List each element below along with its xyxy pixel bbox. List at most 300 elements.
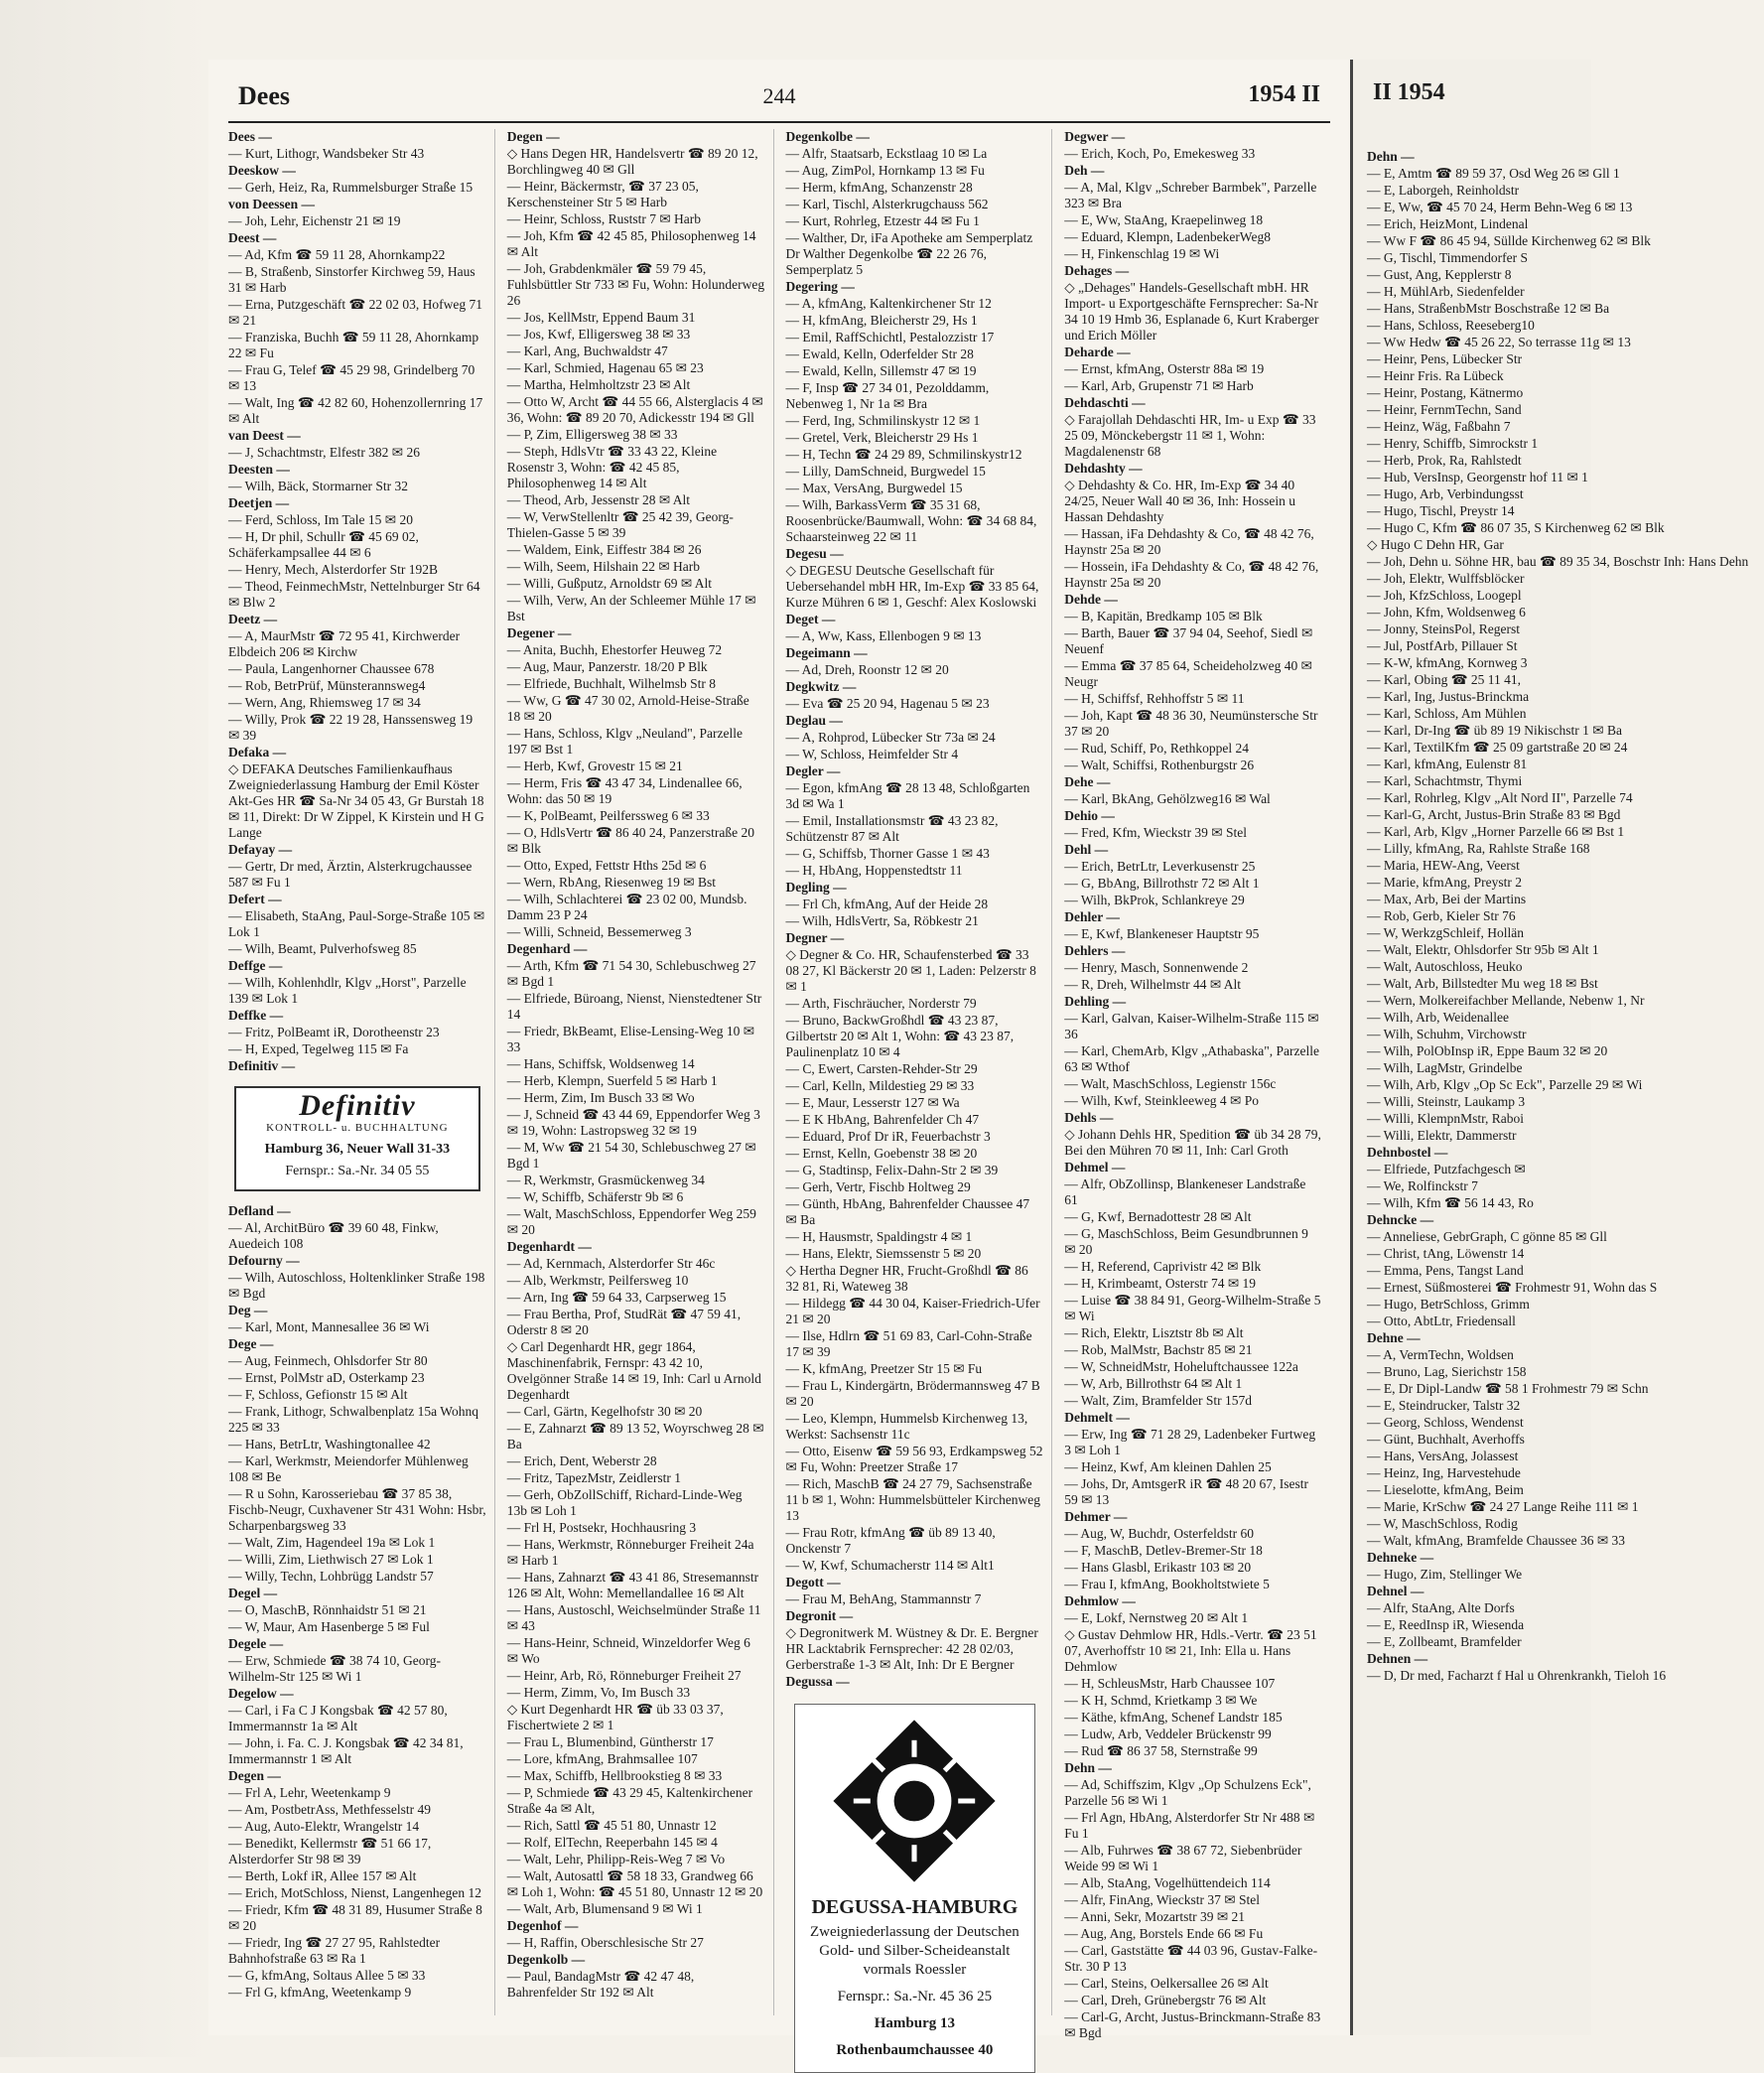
directory-entry: — Leo, Klempn, Hummelsb Kirchenweg 13, Werkst: Sachsenstr 11c — [785, 1411, 1028, 1442]
directory-entry: Defert — — [228, 892, 282, 906]
directory-entry: — Elisabeth, StaAng, Paul-Sorge-Straße 105 ✉ Lok 1 — [228, 908, 485, 939]
directory-entry: — Hub, VersInsp, Georgenstr hof 11 ✉ 1 — [1367, 470, 1588, 484]
directory-entry: Degenhard — — [506, 941, 588, 956]
directory-entry: — Hassan, iFa Dehdashty & Co, ☎ 48 42 76, Haynstr 25a ✉ 20 — [1064, 526, 1314, 557]
column-4 — [1064, 129, 1330, 2040]
directory-entry: — Emil, RaffSchichtl, Pestalozzistr 17 — [785, 330, 995, 345]
directory-entry: — Rob, BetrPrüf, Münsterannsweg4 — [228, 678, 426, 693]
directory-entry: — Kurt, Rohrleg, Etzestr 44 ✉ Fu 1 — [785, 213, 980, 228]
directory-entry: — Elfriede, Buchhalt, Wilhelmsb Str 8 — [506, 676, 717, 691]
directory-entry: — O, HdlsVertr ☎ 86 40 24, Panzerstraße 20 ✉ Blk — [506, 825, 755, 856]
directory-entry: — H, Techn ☎ 24 29 89, Schmilinskystr12 — [785, 447, 1022, 462]
directory-entry: — Wilh, LagMstr, Grindelbe — [1367, 1060, 1523, 1075]
directory-entry: — Hugo, Arb, Verbindungsst — [1367, 486, 1524, 501]
directory-entry: — G, BbAng, Billrothstr 72 ✉ Alt 1 — [1064, 876, 1260, 891]
directory-entry: — E K HbAng, Bahrenfelder Ch 47 — [785, 1112, 980, 1127]
directory-entry: — Aug, Feinmech, Ohlsdorfer Str 80 — [228, 1353, 428, 1368]
directory-entry: — Hans, Schloss, Reeseberg10 — [1367, 318, 1535, 333]
directory-entry: — E, ReedInsp iR, Wiesenda — [1367, 1617, 1525, 1632]
directory-entry: von Deessen — — [228, 197, 315, 211]
directory-entry: Degkwitz — — [785, 679, 857, 694]
directory-entry: — E, Lokf, Nernstweg 20 ✉ Alt 1 — [1064, 1610, 1249, 1625]
directory-entry: — H, Dr phil, Schullr ☎ 45 69 02, Schäferkampsallee 44 ✉ 6 — [228, 529, 419, 560]
directory-entry: — Hossein, iFa Dehdashty & Co, ☎ 48 42 76, Haynstr 25a ✉ 20 — [1064, 559, 1319, 590]
directory-entry: — H, Schiffsf, Rehhoffstr 5 ✉ 11 — [1064, 691, 1245, 706]
directory-entry: — Frau G, Telef ☎ 45 29 98, Grindelberg 70 ✉ 13 — [228, 362, 475, 393]
directory-entry: Degwer — — [1064, 129, 1126, 144]
directory-entry: — R, Dreh, Wilhelmstr 44 ✉ Alt — [1064, 977, 1242, 992]
directory-entry: — Heinz, Wäg, Faßbahn 7 — [1367, 419, 1511, 434]
directory-entry: — Karl, ChemArb, Klgv „Athabaska", Parzelle 63 ✉ Wthof — [1064, 1043, 1319, 1074]
directory-entry: — Ww F ☎ 86 45 94, Süllde Kirchenweg 62 ✉ Blk — [1367, 233, 1651, 248]
directory-entry: — Heinz, Kwf, Am kleinen Dahlen 25 — [1064, 1459, 1272, 1474]
directory-entry: — Ernst, Kelln, Goebenstr 38 ✉ 20 — [785, 1146, 978, 1161]
directory-entry: — Wilh, Beamt, Pulverhofsweg 85 — [228, 941, 417, 956]
directory-entry: — Wern, Molkereifachber Mellande, Nebenw 1, Nr — [1367, 993, 1645, 1008]
directory-entry: — Günth, HbAng, Bahrenfelder Chaussee 47 ✉ Ba — [785, 1196, 1030, 1227]
directory-entry: — Alfr, ObZollinsp, Blankeneser Landstraße 61 — [1064, 1176, 1306, 1207]
directory-entry: — Rud, Schiff, Po, Rethkoppel 24 — [1064, 741, 1250, 756]
directory-entry: — Willi, KlempnMstr, Raboi — [1367, 1111, 1525, 1126]
directory-entry: — Karl, Schmied, Hagenau 65 ✉ 23 — [506, 360, 704, 375]
directory-entry: — Anni, Sekr, Mozartstr 39 ✉ 21 — [1064, 1909, 1246, 1924]
directory-entry: — Karl, Tischl, Alsterkrugchauss 562 — [785, 197, 989, 211]
directory-entry: Degussa — — [785, 1674, 850, 1689]
directory-entry: — H, Hausmstr, Spaldingstr 4 ✉ 1 — [785, 1229, 973, 1244]
directory-entry: — K, kfmAng, Preetzer Str 15 ✉ Fu — [785, 1361, 983, 1376]
directory-entry: — Carl, i Fa C J Kongsbak ☎ 42 57 80, Immermannstr 1a ✉ Alt — [228, 1703, 448, 1733]
definitiv-subtitle: KONTROLL- u. BUCHHALTUNG — [266, 1122, 449, 1134]
directory-entry: — Karl, kfmAng, Eulenstr 81 — [1367, 757, 1528, 771]
directory-entry: — Benedikt, Kellermstr ☎ 51 66 17, Alsterdorfer Str 98 ✉ 39 — [228, 1836, 432, 1866]
directory-entry: — E, Zollbeamt, Bramfelder — [1367, 1634, 1522, 1649]
directory-entry: — Hans-Heinr, Schneid, Winzeldorfer Weg 6 ✉ Wo — [506, 1635, 750, 1666]
directory-entry: Dees — — [228, 129, 272, 144]
directory-entry: — Gerh, Vertr, Fischb Holtweg 29 — [785, 1179, 971, 1194]
directory-entry: — D, Dr med, Facharzt f Hal u Ohrenkrankh, Tieloh 16 — [1367, 1668, 1667, 1683]
directory-entry: — H, SchleusMstr, Harb Chaussee 107 — [1064, 1676, 1276, 1691]
directory-entry: — K, PolBeamt, Peilferssweg 6 ✉ 33 — [506, 808, 710, 823]
directory-entry: — B, Kapitän, Bredkamp 105 ✉ Blk — [1064, 609, 1263, 623]
header-year: 1954 II — [1248, 81, 1320, 107]
directory-entry: — H, Raffin, Oberschlesische Str 27 — [506, 1935, 704, 1950]
directory-entry: — Kurt, Lithogr, Wandsbeker Str 43 — [228, 146, 425, 161]
directory-entry: Degering — — [785, 279, 855, 294]
facing-page — [1350, 60, 1749, 2035]
directory-entry: — John, Kfm, Woldsenweg 6 — [1367, 605, 1526, 620]
directory-entry: — Walt, Arb, Billstedter Mu weg 18 ✉ Bst — [1367, 976, 1598, 991]
directory-entry: — Frau Rotr, kfmAng ☎ üb 89 13 40, Onckenstr 7 — [785, 1525, 996, 1556]
directory-entry: — Ernst, PolMstr aD, Osterkamp 23 — [228, 1370, 425, 1385]
directory-entry: — E, Steindrucker, Talstr 32 — [1367, 1398, 1521, 1413]
directory-entry: — Jonny, SteinsPol, Regerst — [1367, 622, 1521, 636]
directory-entry: — Fred, Kfm, Wieckstr 39 ✉ Stel — [1064, 825, 1247, 840]
directory-entry: — Willi, Gußputz, Arnoldstr 69 ✉ Alt — [506, 576, 713, 591]
directory-entry: — Hans, Austoschl, Weichselmünder Straße 11 ✉ 43 — [506, 1602, 761, 1633]
directory-entry: — Erich, Koch, Po, Emekesweg 33 — [1064, 146, 1256, 161]
directory-entry: — W, WerkzgSchleif, Hollän — [1367, 925, 1525, 940]
directory-entry: — Joh, Grabdenkmäler ☎ 59 79 45, Fuhlsbüttler Str 733 ✉ Fu, Wohn: Holunderweg 26 — [506, 261, 765, 308]
directory-entry: — E, Kwf, Blankeneser Hauptstr 95 — [1064, 926, 1260, 941]
directory-entry: Dehncke — — [1367, 1212, 1434, 1227]
directory-entry: — C, Ewert, Carsten-Rehder-Str 29 — [785, 1061, 978, 1076]
directory-entry: Deget — — [785, 612, 836, 626]
directory-entry: — E, Amtm ☎ 89 59 37, Osd Weg 26 ✉ Gll 1 — [1367, 166, 1620, 181]
directory-entry: — Karl, Ing, Justus-Brinckma — [1367, 689, 1530, 704]
directory-entry: — Wern, RbAng, Riesenweg 19 ✉ Bst — [506, 875, 716, 890]
directory-entry: — Carl, Steins, Oelkersallee 26 ✉ Alt — [1064, 1976, 1269, 1991]
directory-entry: — Berth, Lokf iR, Allee 157 ✉ Alt — [228, 1868, 417, 1883]
directory-entry: — Walt, Zim, Hagendeel 19a ✉ Lok 1 — [228, 1535, 436, 1550]
directory-entry: — Wilh, Arb, Weidenallee — [1367, 1010, 1509, 1025]
directory-entry: — Jul, PostfArb, Pillauer St — [1367, 638, 1518, 653]
directory-entry: — Willi, Elektr, Dammerstr — [1367, 1128, 1517, 1143]
directory-entry: — Frau I, kfmAng, Bookholtstwiete 5 — [1064, 1577, 1270, 1591]
definitiv-phone: Fernspr.: Sa.-Nr. 34 05 55 — [285, 1164, 430, 1178]
header-left-keyword: Dees — [238, 81, 290, 110]
directory-entry: — Frl Ch, kfmAng, Auf der Heide 28 — [785, 897, 989, 911]
directory-entry: — Walt, MaschSchloss, Legienstr 156c — [1064, 1076, 1277, 1091]
directory-entry: — Gerh, ObZollSchiff, Richard-Linde-Weg 13b ✉ Loh 1 — [506, 1487, 743, 1518]
directory-entry: — Rob, Gerb, Kieler Str 76 — [1367, 908, 1516, 923]
directory-entry: — A, kfmAng, Kaltenkirchener Str 12 — [785, 296, 992, 311]
directory-entry: — Carl-G, Archt, Justus-Brinckmann-Straße 83 ✉ Bgd — [1064, 2009, 1321, 2040]
directory-entry: — Willi, Zim, Liethwisch 27 ✉ Lok 1 — [228, 1552, 434, 1567]
directory-entry: Dehdashty — — [1064, 461, 1143, 476]
directory-entry: — Frau M, BehAng, Stammannstr 7 — [785, 1591, 982, 1606]
directory-entry: Dehmlow — — [1064, 1593, 1136, 1608]
directory-entry: — Wilh, Schuhm, Virchowstr — [1367, 1027, 1527, 1041]
directory-entry: Deffge — — [228, 958, 283, 973]
directory-entry: Dehe — — [1064, 774, 1111, 789]
directory-entry: — Wilh, Bäck, Stormarner Str 32 — [228, 479, 409, 493]
directory-entry: — Ad, Dreh, Roonstr 12 ✉ 20 — [785, 662, 949, 677]
directory-entry: — Rich, Elektr, Lisztstr 8b ✉ Alt — [1064, 1325, 1244, 1340]
directory-entry: — Fritz, PolBeamt iR, Dorotheenstr 23 — [228, 1025, 440, 1039]
directory-entry: — Ernst, kfmAng, Osterstr 88a ✉ 19 — [1064, 361, 1265, 376]
directory-entry: — G, MaschSchloss, Beim Gesundbrunnen 9 ✉ 20 — [1064, 1226, 1308, 1257]
directory-entry: — E, Dr Dipl-Landw ☎ 58 1 Frohmestr 79 ✉ Schn — [1367, 1381, 1649, 1396]
directory-entry: — Rich, Sattl ☎ 45 51 80, Unnastr 12 — [506, 1818, 717, 1833]
directory-entry: — A, VermTechn, Woldsen — [1367, 1347, 1514, 1362]
directory-entry: — Erw, Schmiede ☎ 38 74 10, Georg-Wilhelm-Str 125 ✉ Wi 1 — [228, 1653, 442, 1684]
definitiv-ad — [234, 1086, 480, 1191]
directory-entry: — Franziska, Buchh ☎ 59 11 28, Ahornkamp 22 ✉ Fu — [228, 330, 479, 360]
directory-entry: — G, kfmAng, Soltaus Allee 5 ✉ 33 — [228, 1968, 426, 1983]
directory-entry: Degenkolbe — — [785, 129, 870, 144]
directory-entry: — Herm, Zimm, Vo, Im Busch 33 — [506, 1685, 691, 1700]
directory-entry: Deetz — — [228, 612, 278, 626]
directory-entry: — Gretel, Verk, Bleicherstr 29 Hs 1 — [785, 430, 979, 445]
directory-entry: — W, MaschSchloss, Rodig — [1367, 1516, 1518, 1531]
directory-entry: — Aug, ZimPol, Hornkamp 13 ✉ Fu — [785, 163, 985, 178]
directory-entry: Defayay — — [228, 842, 293, 857]
directory-entry: — Fritz, TapezMstr, Zeidlerstr 1 — [506, 1470, 681, 1485]
directory-entry: — Max, Schiffb, Hellbrookstieg 8 ✉ 33 — [506, 1768, 723, 1783]
facing-page-entries — [1367, 149, 1764, 1685]
directory-entry: — Gust, Ang, Kepplerstr 8 — [1367, 267, 1512, 282]
directory-entry: — E, Ww, StaAng, Kraepelinweg 18 — [1064, 212, 1264, 227]
directory-entry: — Karl-G, Archt, Justus-Brin Straße 83 ✉ Bgd — [1367, 807, 1621, 822]
directory-entry: — Aug, Maur, Panzerstr. 18/20 P Blk — [506, 659, 708, 674]
directory-entry: — A, MaurMstr ☎ 72 95 41, Kirchwerder Elbdeich 206 ✉ Kirchw — [228, 628, 461, 659]
directory-entry: Defaka — — [228, 745, 287, 760]
directory-entry: — G, Kwf, Bernadottestr 28 ✉ Alt — [1064, 1209, 1252, 1224]
directory-entry: Degronit — — [785, 1608, 854, 1623]
directory-entry: — Frank, Lithogr, Schwalbenplatz 15a Wohnq 225 ✉ 33 — [228, 1404, 478, 1435]
directory-entry: — Hugo C, Kfm ☎ 86 07 35, S Kirchenweg 62 ✉ Blk — [1367, 520, 1665, 535]
directory-entry: — Ilse, Hdlrn ☎ 51 69 83, Carl-Cohn-Straße 17 ✉ 39 — [785, 1328, 1032, 1359]
directory-entry: Degenhardt — — [506, 1239, 592, 1254]
directory-entry: — Alb, Fuhrwes ☎ 38 67 72, Siebenbrüder Weide 99 ✉ Wi 1 — [1064, 1843, 1302, 1873]
directory-entry: Degener — — [506, 625, 572, 640]
column-3-entries — [786, 129, 1044, 1690]
directory-entry: — Wilh, Kfm ☎ 56 14 43, Ro — [1367, 1195, 1534, 1210]
directory-entry: — Karl, Schachtmstr, Thymi — [1367, 773, 1523, 788]
directory-entry: — Emil, Installationsmstr ☎ 43 23 82, Schützenstr 87 ✉ Alt — [785, 813, 999, 844]
directory-entry: — Ferd, Ing, Schmilinskystr 12 ✉ 1 — [785, 413, 981, 428]
directory-entry: Degeimann — — [785, 645, 868, 660]
directory-entry: — Bruno, BackwGroßhdl ☎ 43 23 87, Gilbertstr 20 ✉ Alt 1, Wohn: ☎ 43 23 87, Paulinenplatz 10 ✉ 4 — [785, 1013, 1015, 1059]
directory-entry: — Wilh, Kwf, Steinkleeweg 4 ✉ Po — [1064, 1093, 1259, 1108]
directory-entry: ◇ Kurt Degenhardt HR ☎ üb 33 03 37, Fischertwiete 2 ✉ 1 — [506, 1702, 724, 1732]
directory-entry: — W, SchneidMstr, Hoheluftchaussee 122a — [1064, 1359, 1298, 1374]
directory-entry: — Arn, Ing ☎ 59 64 33, Carpserweg 15 — [506, 1290, 727, 1305]
directory-entry: Dehn — — [1064, 1760, 1112, 1775]
directory-entry: — Hans, Schloss, Klgv „Neuland", Parzelle 197 ✉ Bst 1 — [506, 726, 743, 757]
directory-entry: — Hans, VersAng, Jolassest — [1367, 1449, 1519, 1463]
degussa-logo-icon — [830, 1717, 999, 1885]
directory-entry: Dehling — — [1064, 994, 1127, 1009]
directory-entry: — J, Schachtmstr, Elfestr 382 ✉ 26 — [228, 445, 420, 460]
directory-entry: — A, Rohprod, Lübecker Str 73a ✉ 24 — [785, 730, 996, 745]
directory-entry: — Wilh, BarkassVerm ☎ 35 31 68, Roosenbrücke/Baumwall, Wohn: ☎ 34 68 84, Schaarsteinweg 22 ✉ 11 — [785, 497, 1037, 544]
directory-entry: — Wilh, Kohlenhdlr, Klgv „Horst", Parzelle 139 ✉ Lok 1 — [228, 975, 467, 1006]
directory-entry: — Paula, Langenhorner Chaussee 678 — [228, 661, 435, 676]
directory-entry: — W, Arb, Billrothstr 64 ✉ Alt 1 — [1064, 1376, 1243, 1391]
directory-entry: — Alfr, Staatsarb, Eckstlaag 10 ✉ La — [785, 146, 988, 161]
degussa-ad — [794, 1704, 1036, 2073]
directory-entry: ◇ Dehdashty & Co. HR, Im-Exp ☎ 34 40 24/25, Neuer Wall 40 ✉ 36, Inh: Hossein u Hassan Dehdashty — [1064, 478, 1295, 524]
directory-entry: — W, Schiffb, Schäferstr 9b ✉ 6 — [506, 1189, 684, 1204]
directory-entry: — Arth, Kfm ☎ 71 54 30, Schlebuschweg 27 ✉ Bgd 1 — [506, 958, 756, 989]
directory-entry: — Eduard, Klempn, LadenbekerWeg8 — [1064, 229, 1271, 244]
directory-entry: — Herb, Prok, Ra, Rahlstedt — [1367, 453, 1522, 468]
directory-entry: — Frl Agn, HbAng, Alsterdorfer Str Nr 488 ✉ Fu 1 — [1064, 1810, 1315, 1841]
directory-entry: — Max, VersAng, Burgwedel 15 — [785, 481, 963, 495]
column-4-entries — [1064, 129, 1322, 2041]
directory-entry: — Wern, Ang, Rhiemsweg 17 ✉ 34 — [228, 695, 421, 710]
directory-entry: — Karl, Galvan, Kaiser-Wilhelm-Straße 115 ✉ 36 — [1064, 1011, 1319, 1041]
directory-entry: — Willy, Techn, Lohbrügg Landstr 57 — [228, 1569, 434, 1584]
directory-entry: — Hans, Zahnarzt ☎ 43 41 86, Stresemannstr 126 ✉ Alt, Wohn: Memellandallee 16 ✉ Alt — [506, 1570, 759, 1600]
directory-entry: — E, Maur, Lesserstr 127 ✉ Wa — [785, 1095, 960, 1110]
directory-entry: — Walt, Zim, Bramfelder Str 157d — [1064, 1393, 1253, 1408]
directory-entry: — Hans, Werkmstr, Rönneburger Freiheit 24a ✉ Harb 1 — [506, 1537, 754, 1568]
directory-entry: — Hugo, Zim, Stellinger We — [1367, 1567, 1523, 1582]
directory-entry: — Herb, Kwf, Grovestr 15 ✉ 21 — [506, 759, 683, 773]
directory-entry: — Karl, Dr-Ing ☎ üb 89 19 Nikischstr 1 ✉ Ba — [1367, 723, 1622, 738]
directory-entry: — H, Referend, Caprivistr 42 ✉ Blk — [1064, 1259, 1262, 1274]
directory-entry: Degele — — [228, 1636, 284, 1651]
directory-entry: — Carl, Gärtn, Kegelhofstr 30 ✉ 20 — [506, 1404, 703, 1419]
directory-entry: — Bruno, Lag, Sierichstr 158 — [1367, 1364, 1527, 1379]
directory-entry: — Wilh, Seem, Hilshain 22 ✉ Harb — [506, 559, 700, 574]
columns — [228, 129, 1330, 2058]
directory-entry: — W, Kwf, Schumacherstr 114 ✉ Alt1 — [785, 1558, 995, 1573]
directory-entry: Dehlers — — [1064, 943, 1126, 958]
directory-entry: — Rolf, ElTechn, Reeperbahn 145 ✉ 4 — [506, 1835, 718, 1850]
definitiv-address: Hamburg 36, Neuer Wall 31-33 — [264, 1142, 451, 1157]
directory-entry: — Eva ☎ 25 20 94, Hagenau 5 ✉ 23 — [785, 696, 990, 711]
page-number: 244 — [762, 83, 796, 108]
directory-entry: — Eduard, Prof Dr iR, Feuerbachstr 3 — [785, 1129, 991, 1144]
page-header — [228, 71, 1330, 123]
directory-entry: — Maria, HEW-Ang, Veerst — [1367, 858, 1520, 873]
directory-entry: — K-W, kfmAng, Kornweg 3 — [1367, 655, 1528, 670]
directory-entry: — Rud ☎ 86 37 58, Sternstraße 99 — [1064, 1743, 1258, 1758]
directory-entry: — Anneliese, GebrGraph, C gönne 85 ✉ Gll — [1367, 1229, 1607, 1244]
directory-entry: — Walt, Schiffsi, Rothenburgstr 26 — [1064, 758, 1255, 772]
degussa-phone: Fernspr.: Sa.-Nr. 45 36 25 — [837, 1989, 993, 2004]
directory-entry: — Johs, Dr, AmtsgerR iR ☎ 48 20 67, Isestr 59 ✉ 13 — [1064, 1476, 1309, 1507]
directory-entry: — Heinr, Arb, Rö, Rönneburger Freiheit 27 — [506, 1668, 742, 1683]
directory-entry: Degenhof — — [506, 1918, 579, 1933]
directory-entry: Degenkolb — — [506, 1952, 586, 1967]
directory-entry: — Frl H, Postsekr, Hochhausring 3 — [506, 1520, 697, 1535]
directory-entry: Dehnen — — [1367, 1651, 1428, 1666]
directory-entry: — Luise ☎ 38 84 91, Georg-Wilhelm-Straße 5 ✉ Wi — [1064, 1293, 1321, 1323]
directory-entry: Deharde — — [1064, 345, 1131, 359]
directory-entry: — Frl G, kfmAng, Weetenkamp 9 — [228, 1985, 412, 2000]
degussa-title: DEGUSSA-HAMBURG — [811, 1896, 1018, 1918]
directory-entry: — H, HbAng, Hoppenstedtstr 11 — [785, 863, 963, 878]
directory-entry: ◇ Hans Degen HR, Handelsvertr ☎ 89 20 12, Borchlingweg 40 ✉ Gll — [506, 146, 758, 177]
degussa-text: Zweigniederlassung der Deutschen Gold- und Silber-Scheideanstalt vormals Roessler — [809, 1924, 1019, 1978]
directory-entry: — Ad, Kfm ☎ 59 11 28, Ahornkamp22 — [228, 247, 446, 262]
directory-entry: — Karl, Mont, Mannesallee 36 ✉ Wi — [228, 1319, 430, 1334]
directory-entry: — Gerh, Heiz, Ra, Rummelsburger Straße 15 — [228, 180, 474, 195]
directory-entry: Deetjen — — [228, 495, 290, 510]
directory-entry: Dege — — [228, 1336, 274, 1351]
facing-page-header: II 1954 — [1373, 79, 1445, 105]
directory-entry: — Erich, HeizMont, Lindenal — [1367, 216, 1529, 231]
directory-entry: — Erna, Putzgeschäft ☎ 22 02 03, Hofweg 71 ✉ 21 — [228, 297, 483, 328]
directory-entry: ◇ Degronitwerk M. Wüstney & Dr. E. Bergner HR Lacktabrik Fernsprecher: 42 28 02/03, Gerberstraße 1-3 ✉ Alt, Inh: Dr E Bergner — [785, 1625, 1038, 1672]
directory-entry: — Alfr, StaAng, Alte Dorfs — [1367, 1600, 1515, 1615]
directory-entry: — Emma ☎ 37 85 64, Scheideholzweg 40 ✉ Neugr — [1064, 658, 1312, 689]
directory-entry: — Frau Bertha, Prof, StudRät ☎ 47 59 41, Oderstr 8 ✉ 20 — [506, 1307, 742, 1337]
directory-entry: Dehneke — — [1367, 1550, 1434, 1565]
directory-entry: — Joh, Kapt ☎ 48 36 30, Neumünstersche Str 37 ✉ 20 — [1064, 708, 1318, 739]
directory-entry: — Friedr, BkBeamt, Elise-Lensing-Weg 10 ✉ 33 — [506, 1024, 755, 1054]
directory-entry: — Walt, Autosattl ☎ 58 18 33, Grandweg 66 ✉ Loh 1, Wohn: ☎ 45 51 80, Unnastr 12 ✉ 20 — [506, 1868, 763, 1899]
directory-entry: — Joh, Kfm ☎ 42 45 85, Philosophenweg 14 ✉ Alt — [506, 228, 756, 259]
directory-entry: — Friedr, Kfm ☎ 48 31 89, Husumer Straße 8 ✉ 20 — [228, 1902, 482, 1933]
directory-entry: — Wilh, Schlachterei ☎ 23 02 00, Mundsb. Damm 23 P 24 — [506, 892, 747, 922]
directory-entry: — Heinr, Postang, Kätnermo — [1367, 385, 1524, 400]
directory-entry: — Hans, Schiffsk, Woldsenweg 14 — [506, 1056, 695, 1071]
directory-entry: Degen — — [506, 129, 560, 144]
directory-entry: — Elfriede, Büroang, Nienst, Nienstedtener Str 14 — [506, 991, 762, 1022]
directory-entry: — W, Schloss, Heimfelder Str 4 — [785, 747, 959, 761]
directory-entry: — Herm, Fris ☎ 43 47 34, Lindenallee 66, Wohn: das 50 ✉ 19 — [506, 775, 743, 806]
directory-entry: — J, Schneid ☎ 43 44 69, Eppendorfer Weg 3 ✉ 19, Wohn: Lastropsweg 32 ✉ 19 — [506, 1107, 760, 1138]
directory-entry: — Hans, Elektr, Siemssenstr 5 ✉ 20 — [785, 1246, 982, 1261]
directory-entry: Defland — — [228, 1203, 291, 1218]
directory-entry: Dehages — — [1064, 263, 1130, 278]
directory-entry: — Otto, AbtLtr, Friedensall — [1367, 1313, 1516, 1328]
directory-entry: — Frau L, Kindergärtn, Brödermannsweg 47 B ✉ 20 — [785, 1378, 1040, 1409]
directory-entry: — Ad, Schiffszim, Klgv „Op Schulzens Eck", Parzelle 56 ✉ Wi 1 — [1064, 1777, 1311, 1808]
directory-entry: — Otto W, Archt ☎ 44 55 66, Alsterglacis 4 ✉ 36, Wohn: ☎ 89 20 70, Adickesstr 194 ✉ Gll — [506, 394, 763, 425]
directory-entry: Dehls — — [1064, 1110, 1114, 1125]
directory-entry: — Joh, Elektr, Wulffsblöcker — [1367, 571, 1525, 586]
directory-entry: Dehmel — — [1064, 1160, 1126, 1175]
directory-entry: Deest — — [228, 230, 277, 245]
directory-entry: — Karl, Ang, Buchwaldstr 47 — [506, 344, 668, 358]
directory-entry: — Theod, Arb, Jessenstr 28 ✉ Alt — [506, 492, 691, 507]
directory-entry: ◇ DEFAKA Deutsches Familienkaufhaus Zweigniederlassung Hamburg der Emil Köster Akt-Ges HR ☎ Sa-Nr 34 05 43, Gr Burstah 18 ✉ 11, Direkt: Dr W Zippel, K Kirstein und H G Lange — [228, 761, 484, 840]
directory-entry: — Heinr, Bäckermstr, ☎ 37 23 05, Kerschensteiner Str 5 ✉ Harb — [506, 179, 699, 209]
directory-entry: — Max, Arb, Bei der Martins — [1367, 892, 1527, 906]
directory-entry: — A, Ww, Kass, Ellenbogen 9 ✉ 13 — [785, 628, 982, 643]
directory-entry: — G, Tischl, Timmendorfer S — [1367, 250, 1529, 265]
directory-entry: Dehio — — [1064, 808, 1115, 823]
directory-entry: — Alb, Werkmstr, Peilfersweg 10 — [506, 1273, 689, 1288]
directory-entry: ◇ DEGESU Deutsche Gesellschaft für Uebersehandel mbH HR, Im-Exp ☎ 33 85 64, Kurze Mühren 6 ✉ 1, Geschf: Alex Koslowski — [785, 563, 1039, 610]
directory-entry: — Lieselotte, kfmAng, Beim — [1367, 1482, 1524, 1497]
directory-entry: ◇ Hugo C Dehn HR, Gar — [1367, 537, 1504, 552]
directory-entry: — Arth, Fischräucher, Norderstr 79 — [785, 996, 977, 1011]
directory-entry: — F, Insp ☎ 27 34 01, Pezolddamm, Nebenweg 1, Nr 1a ✉ Bra — [785, 380, 990, 411]
left-margin — [0, 0, 208, 2057]
directory-entry: — Joh, Dehn u. Söhne HR, bau ☎ 89 35 34, Boschstr Inh: Hans Dehn — [1367, 554, 1749, 569]
directory-entry: — Frau L, Blumenbind, Güntherstr 17 — [506, 1734, 714, 1749]
directory-entry: — Karl, Arb, Grupenstr 71 ✉ Harb — [1064, 378, 1254, 393]
directory-entry: — E, Zahnarzt ☎ 89 13 52, Woyrschweg 28 ✉ Ba — [506, 1421, 764, 1451]
directory-entry: Dehmelt — — [1064, 1410, 1130, 1425]
directory-entry: ◇ „Dehages" Handels-Gesellschaft mbH. HR Import- u Exportgeschäfte Fernsprecher: Sa-Nr 34 10 19 Hmb 36, Esplanade 6, Kurt Kraberger und Erich Möller — [1064, 280, 1319, 343]
directory-entry: — Friedr, Ing ☎ 27 27 95, Rahlstedter Bahnhofstraße 63 ✉ Ra 1 — [228, 1935, 441, 1966]
directory-entry: — R, Werkmstr, Grasmückenweg 34 — [506, 1173, 705, 1187]
directory-entry: — Henry, Masch, Sonnenwende 2 — [1064, 960, 1249, 975]
directory-entry: — F, Schloss, Gefionstr 15 ✉ Alt — [228, 1387, 408, 1402]
directory-entry: — R u Sohn, Karosseriebau ☎ 37 85 38, Fischb-Neugr, Cuxhavener Str 431 Wohn: Hsbr, Scharpenbargsweg 33 — [228, 1486, 486, 1533]
column-1 — [228, 129, 495, 2015]
directory-entry: — Carl, Dreh, Grünebergstr 76 ✉ Alt — [1064, 1993, 1267, 2007]
directory-entry: ◇ Farajollah Dehdaschti HR, Im- u Exp ☎ 33 25 09, Mönckebergstr 11 ✉ 1, Wohn: Magdalenenstr 68 — [1064, 412, 1316, 459]
directory-entry: — Aug, Auto-Elektr, Wrangelstr 14 — [228, 1819, 420, 1834]
directory-entry: — Jos, Kwf, Elligersweg 38 ✉ 33 — [506, 327, 691, 342]
directory-entry: — John, i. Fa. C. J. Kongsbak ☎ 42 34 81, Immermannstr 1 ✉ Alt — [228, 1735, 464, 1766]
directory-entry: — Al, ArchitBüro ☎ 39 60 48, Finkw, Auedeich 108 — [228, 1220, 439, 1251]
directory-entry: — Alfr, FinAng, Wieckstr 37 ✉ Stel — [1064, 1892, 1260, 1907]
directory-entry: — Willi, Schneid, Bessemerweg 3 — [506, 924, 692, 939]
directory-entry: — Erich, BetrLtr, Leverkusenstr 25 — [1064, 859, 1256, 874]
directory-entry: — Wilh, PolObInsp iR, Eppe Baum 32 ✉ 20 — [1367, 1043, 1608, 1058]
directory-entry: — Carl, Gaststätte ☎ 44 03 96, Gustav-Falke-Str. 30 P 13 — [1064, 1943, 1318, 1974]
directory-entry: — G, Stadtinsp, Felix-Dahn-Str 2 ✉ 39 — [785, 1163, 999, 1177]
directory-entry: — Gertr, Dr med, Ärztin, Alsterkrugchaussee 587 ✉ Fu 1 — [228, 859, 473, 890]
directory-entry: — H, Exped, Tegelweg 115 ✉ Fa — [228, 1041, 409, 1056]
directory-entry: — Herb, Klempn, Suerfeld 5 ✉ Harb 1 — [506, 1073, 718, 1088]
directory-entry: — Walt, kfmAng, Bramfelde Chaussee 36 ✉ 33 — [1367, 1533, 1626, 1548]
directory-entry: — Karl, Schloss, Am Mühlen — [1367, 706, 1527, 721]
directory-entry: — Lore, kfmAng, Brahmsallee 107 — [506, 1751, 698, 1766]
directory-entry: Deglau — — [785, 713, 843, 728]
directory-entry: — Am, PostbetrAss, Methfesselstr 49 — [228, 1802, 431, 1817]
